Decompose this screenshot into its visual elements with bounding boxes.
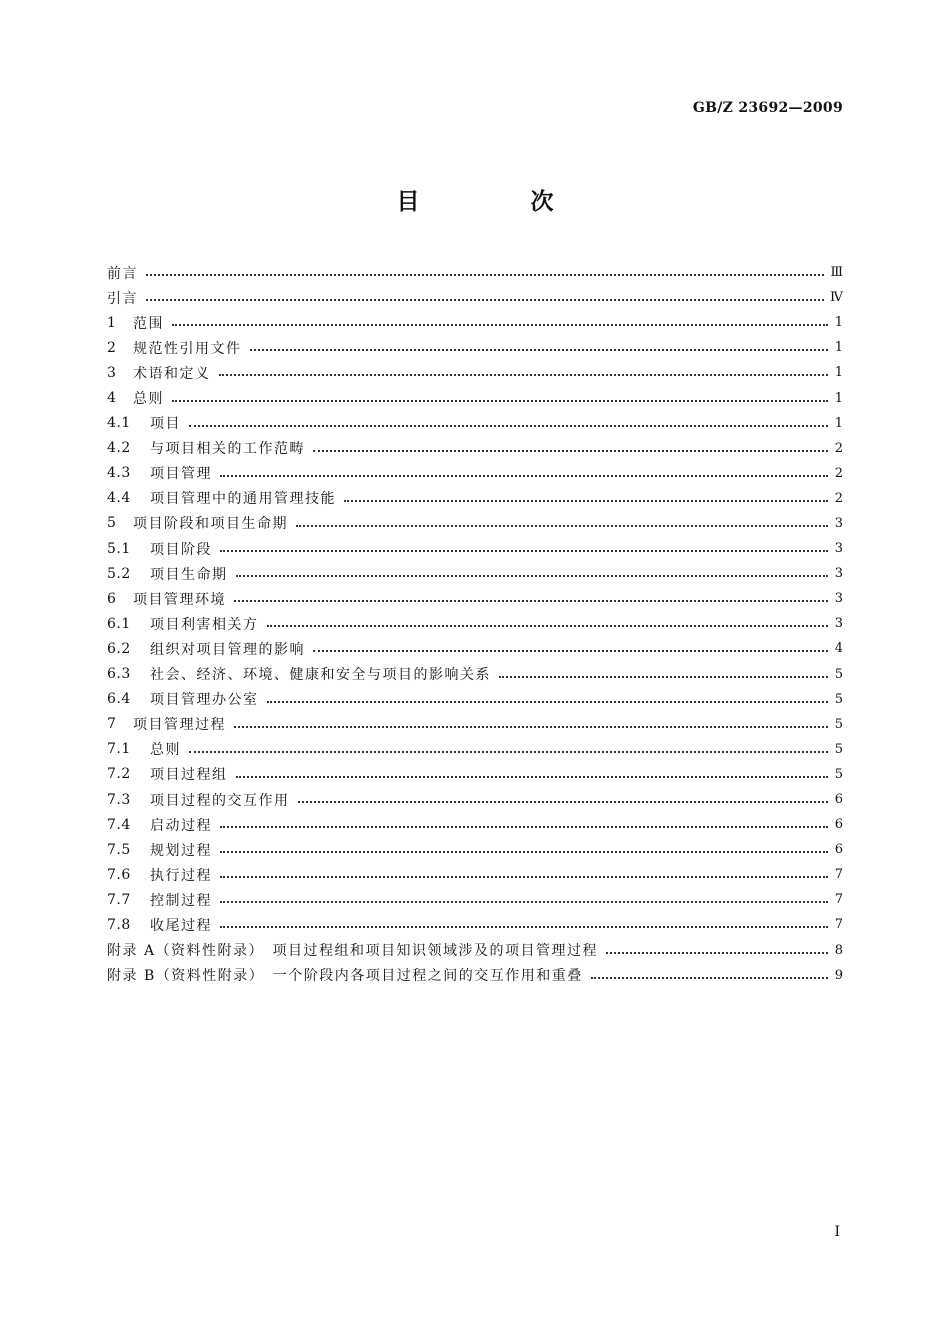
dot-leader — [146, 298, 824, 301]
toc-entry-number: 4.1 — [107, 415, 131, 432]
toc-entry[interactable] — [107, 285, 843, 310]
toc-entry[interactable] — [107, 812, 843, 837]
toc-entry[interactable] — [107, 335, 843, 360]
toc-entry-page: 1 — [834, 365, 843, 381]
toc-entry-page: 5 — [834, 691, 843, 707]
toc-entry-label: 项目管理办公室 — [150, 692, 259, 709]
toc-entry-page: 1 — [834, 390, 843, 406]
toc-entry[interactable] — [107, 436, 843, 461]
toc-entry-page: 3 — [834, 515, 843, 531]
toc-entry-number: 4.3 — [107, 465, 131, 482]
dot-leader — [298, 800, 829, 803]
dot-leader — [220, 875, 828, 878]
toc-entry-page: 5 — [834, 766, 843, 782]
toc-entry-page: 5 — [834, 741, 843, 757]
toc-entry-number: 4 — [107, 390, 117, 407]
dot-leader — [313, 449, 828, 452]
toc-entry[interactable] — [107, 511, 843, 536]
toc-entry-number: 7.1 — [107, 741, 131, 758]
toc-entry-number: 7.6 — [107, 866, 131, 883]
toc-entry-number: 6.3 — [107, 666, 131, 683]
toc-entry[interactable] — [107, 611, 843, 636]
toc-entry[interactable] — [107, 310, 843, 335]
toc-entry-label: 项目阶段 — [150, 541, 212, 558]
toc-entry-page: 2 — [834, 440, 843, 456]
dot-leader — [146, 273, 824, 276]
toc-entry-label: 规范性引用文件 — [133, 340, 242, 357]
document-code: GB/Z 23692—2009 — [692, 100, 843, 116]
toc-entry-page: 7 — [834, 892, 843, 908]
dot-leader — [234, 599, 828, 602]
toc-entry-label: 项目管理 — [150, 466, 212, 483]
dot-leader — [189, 424, 828, 427]
toc-entry-page: 1 — [834, 340, 843, 356]
toc-entry-number: 6.4 — [107, 691, 131, 708]
toc-entry-label: 前言 — [107, 265, 138, 282]
toc-entry-label: 项目阶段和项目生命期 — [133, 516, 288, 533]
toc-entry[interactable] — [107, 411, 843, 436]
toc-entry-number: 7.3 — [107, 791, 131, 808]
dot-leader — [220, 825, 828, 828]
toc-entry-number: 7.4 — [107, 816, 131, 833]
toc-entry[interactable] — [107, 561, 843, 586]
toc-entry[interactable] — [107, 963, 843, 988]
toc-entry-page: 5 — [834, 716, 843, 732]
toc-entry-page: 6 — [834, 842, 843, 858]
toc-entry[interactable] — [107, 787, 843, 812]
toc-entry-label: 项目 — [150, 416, 181, 433]
toc-entry-page: 4 — [834, 641, 843, 657]
toc-entry-label: 执行过程 — [150, 867, 212, 884]
toc-entry-number: 7.5 — [107, 841, 131, 858]
dot-leader — [172, 399, 828, 402]
toc-entry-number: 5 — [107, 515, 117, 532]
toc-entry-label: 组织对项目管理的影响 — [150, 641, 305, 658]
toc-entry[interactable] — [107, 862, 843, 887]
dot-leader — [499, 675, 828, 678]
dot-leader — [344, 499, 828, 502]
toc-entry-label: 总则 — [150, 742, 181, 759]
toc-entry[interactable] — [107, 385, 843, 410]
toc-entry-page: 7 — [834, 917, 843, 933]
dot-leader — [296, 524, 828, 527]
toc-entry-number: 7.7 — [107, 891, 131, 908]
dot-leader — [219, 373, 829, 376]
toc-entry-number: 3 — [107, 364, 117, 381]
toc-entry-page: 3 — [834, 591, 843, 607]
toc-entry-label: 项目过程组 — [150, 767, 228, 784]
toc-entry-label: 项目管理环境 — [133, 591, 226, 608]
toc-entry-label: 项目生命期 — [150, 566, 228, 583]
toc-entry-page: 7 — [834, 867, 843, 883]
toc-entry[interactable] — [107, 737, 843, 762]
toc-entry[interactable] — [107, 360, 843, 385]
toc-entry-page: 6 — [834, 792, 843, 808]
toc-entry[interactable] — [107, 260, 843, 285]
toc-entry[interactable] — [107, 938, 843, 963]
toc-entry-label: 引言 — [107, 290, 138, 307]
toc-entry-number: 7 — [107, 716, 117, 733]
toc-entry-number: 2 — [107, 339, 117, 356]
toc-entry-number: 4.2 — [107, 440, 131, 457]
toc-entry-number: 1 — [107, 314, 117, 331]
dot-leader — [220, 925, 828, 928]
page-number: Ⅰ — [834, 1224, 840, 1240]
toc-entry[interactable] — [107, 887, 843, 912]
toc-entry-label: 术语和定义 — [133, 365, 211, 382]
dot-leader — [236, 775, 829, 778]
dot-leader — [220, 900, 828, 903]
dot-leader — [220, 549, 828, 552]
toc-entry-label: 总则 — [133, 391, 164, 408]
dot-leader — [172, 323, 828, 326]
dot-leader — [267, 624, 829, 627]
toc-entry[interactable] — [107, 636, 843, 661]
toc-entry-page: 3 — [834, 541, 843, 557]
toc-entry-number: 5.1 — [107, 540, 131, 557]
toc-entry-page: 8 — [834, 942, 843, 958]
toc-entry-number: 7.8 — [107, 916, 131, 933]
toc-entry-label: 项目管理中的通用管理技能 — [150, 491, 336, 508]
dot-leader — [267, 700, 829, 703]
toc-entry[interactable] — [107, 461, 843, 486]
dot-leader — [236, 574, 829, 577]
toc-entry-page: 2 — [834, 465, 843, 481]
toc-entry[interactable] — [107, 912, 843, 937]
toc-entry-label: 附录 B（资料性附录） 一个阶段内各项目过程之间的交互作用和重叠 — [107, 968, 583, 985]
dot-leader — [234, 725, 828, 728]
toc-entry[interactable] — [107, 712, 843, 737]
dot-leader — [220, 474, 828, 477]
dot-leader — [591, 976, 828, 979]
toc-entry-number: 4.4 — [107, 490, 131, 507]
toc-entry-label: 收尾过程 — [150, 917, 212, 934]
dot-leader — [220, 850, 828, 853]
toc-entry-page: 3 — [834, 566, 843, 582]
toc-entry-number: 6.1 — [107, 615, 131, 632]
toc-entry-label: 规划过程 — [150, 842, 212, 859]
dot-leader — [189, 750, 828, 753]
toc-entry-label: 与项目相关的工作范畴 — [150, 441, 305, 458]
toc-entry-page: Ⅳ — [830, 290, 843, 306]
toc-entry-label: 项目管理过程 — [133, 717, 226, 734]
toc-entry[interactable] — [107, 586, 843, 611]
table-of-contents — [107, 260, 843, 988]
toc-entry[interactable] — [107, 662, 843, 687]
dot-leader — [250, 348, 829, 351]
toc-entry-number: 7.2 — [107, 766, 131, 783]
toc-entry-number: 5.2 — [107, 565, 131, 582]
toc-entry[interactable] — [107, 486, 843, 511]
toc-entry-label: 附录 A（资料性附录） 项目过程组和项目知识领域涉及的项目管理过程 — [107, 943, 599, 960]
toc-entry-label: 社会、经济、环境、健康和安全与项目的影响关系 — [150, 667, 491, 684]
toc-entry-page: Ⅲ — [830, 265, 843, 281]
dot-leader — [313, 649, 828, 652]
toc-entry-label: 范围 — [133, 315, 164, 332]
toc-entry[interactable] — [107, 837, 843, 862]
toc-entry-page: 3 — [834, 616, 843, 632]
page-title: 目 次 — [396, 189, 598, 215]
toc-entry-label: 项目利害相关方 — [150, 616, 259, 633]
toc-entry-label: 控制过程 — [150, 892, 212, 909]
toc-entry-page: 9 — [834, 967, 843, 983]
toc-entry[interactable] — [107, 536, 843, 561]
toc-entry-page: 1 — [834, 315, 843, 331]
toc-entry-number: 6.2 — [107, 640, 131, 657]
toc-entry-page: 6 — [834, 817, 843, 833]
toc-entry-label: 项目过程的交互作用 — [150, 792, 290, 809]
toc-entry-label: 启动过程 — [150, 817, 212, 834]
toc-entry-page: 5 — [834, 666, 843, 682]
toc-entry[interactable] — [107, 762, 843, 787]
dot-leader — [606, 951, 828, 954]
toc-entry[interactable] — [107, 687, 843, 712]
toc-entry-number: 6 — [107, 590, 117, 607]
toc-entry-page: 1 — [834, 415, 843, 431]
toc-entry-page: 2 — [834, 490, 843, 506]
